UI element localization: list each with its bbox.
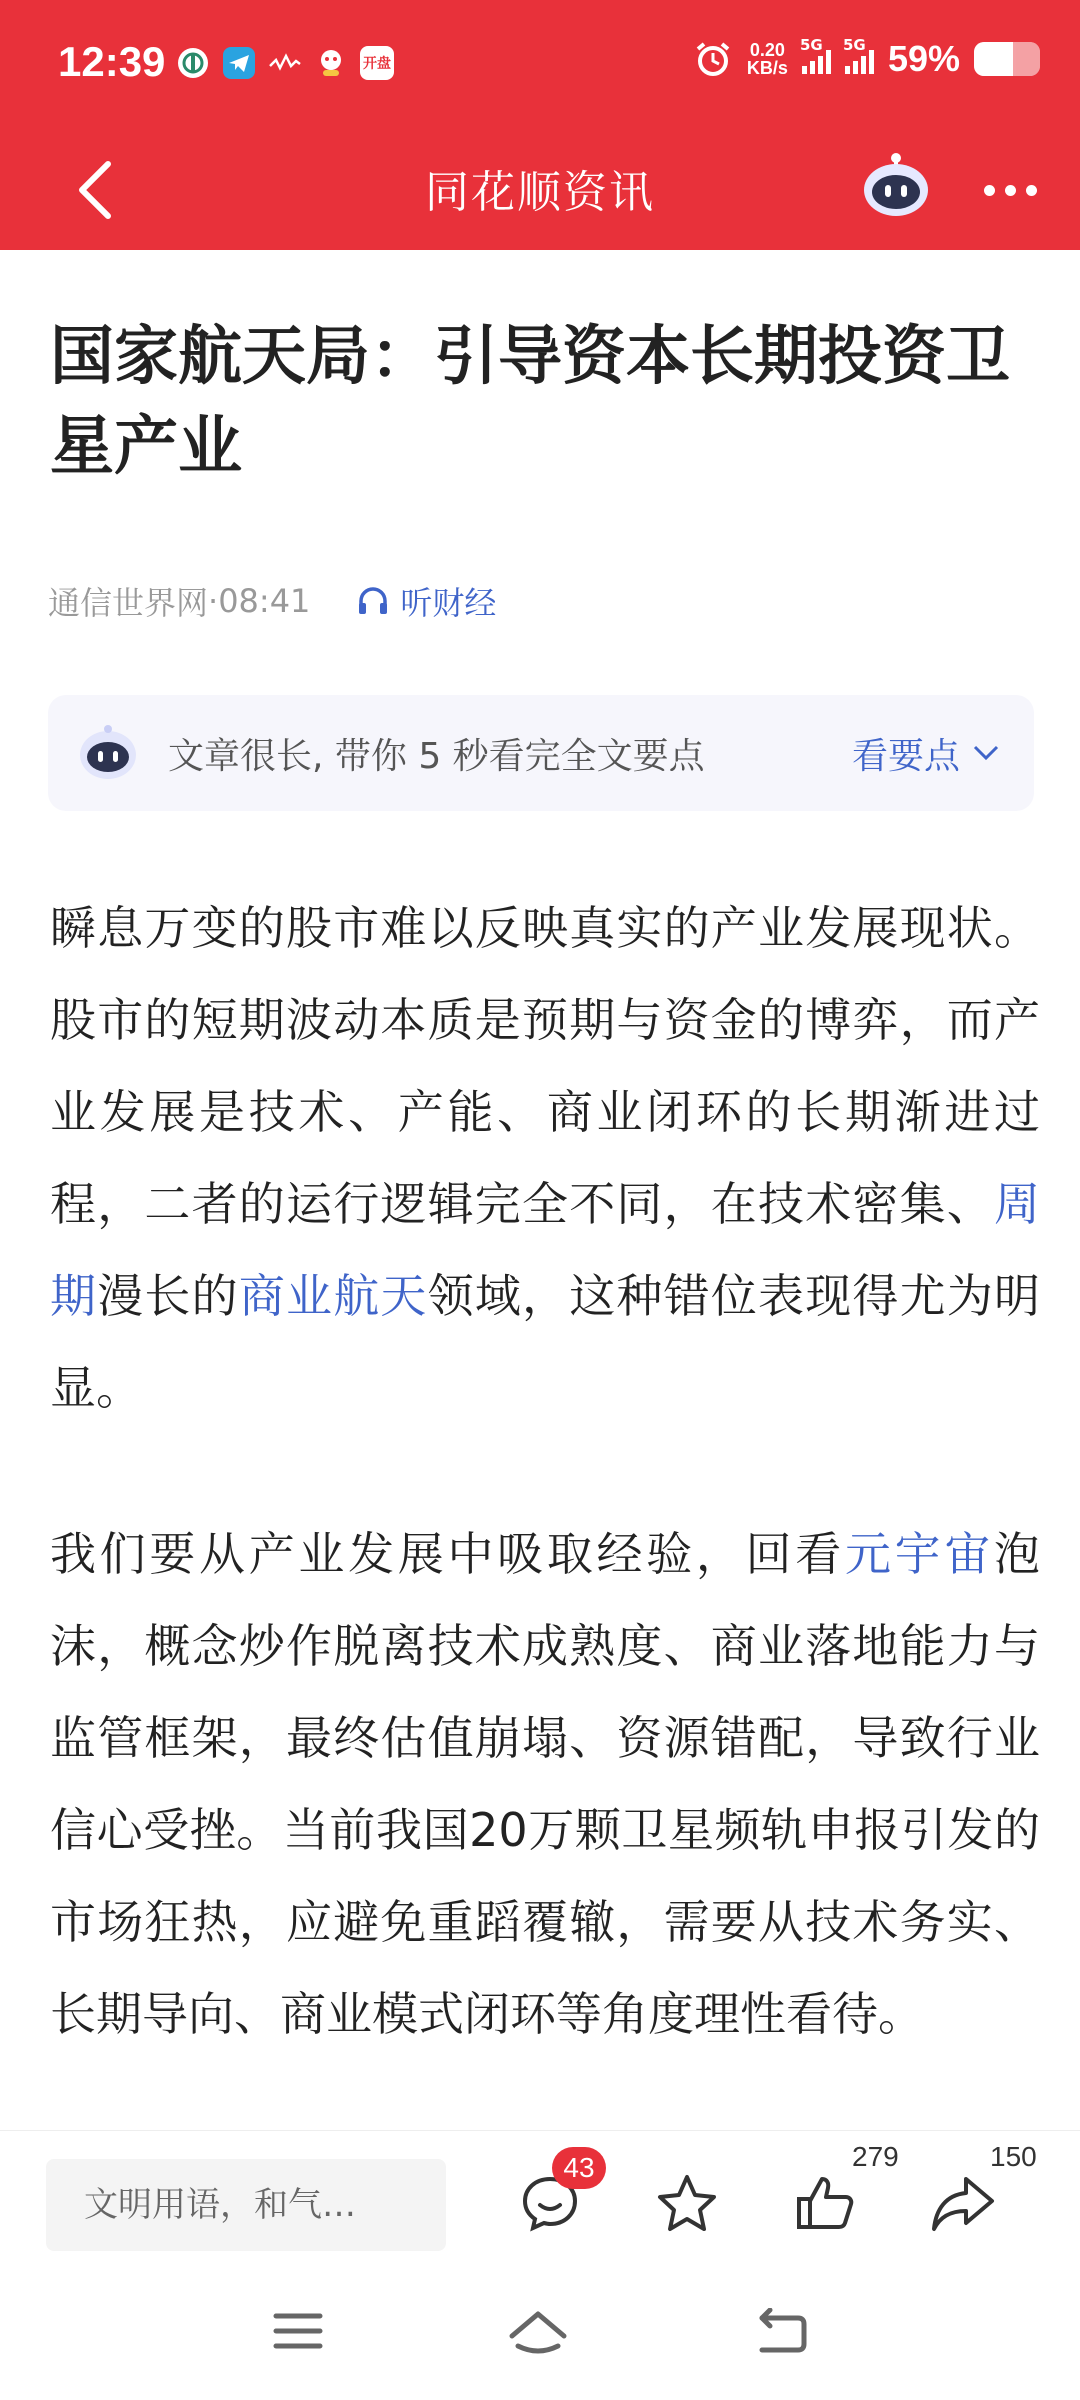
stock-wave-icon [268,46,302,80]
signal-sim2-icon [842,36,874,74]
sim1-tag: 5G [799,36,823,54]
mascot-app-icon [314,46,348,80]
article-paragraph-1 [50,882,1040,1434]
notification-icons [176,46,394,80]
top-header [0,0,1080,250]
link-yuanyuzhou[interactable]: 元宇宙 [844,1527,995,1581]
battery-fill [974,42,1013,76]
menu-button[interactable] [270,2308,326,2358]
battery-empty-part [1016,42,1040,76]
telegram-icon [222,46,256,80]
summary-link[interactable] [852,728,1000,779]
nav-title: 同花顺资讯 [425,167,655,218]
article-meta [48,578,496,624]
more-button[interactable] [970,160,1050,220]
menu-icon [270,2308,326,2354]
listen-button[interactable] [356,578,496,624]
back-nav-button[interactable] [752,2308,808,2362]
more-icon-dot [1026,185,1037,196]
para2-text-2: 泡沫，概念炒作脱离技术成熟度、商业落地能力与监管框架，最终估值崩塌、资源错配，导致行业信心受挫。当前我国20万颗卫星频轨申报引发的市场狂热，应避免重蹈覆辙，需要从技术务实、长期导向、商业模式闭环等角度理性看待。 [50,1527,1041,2041]
share-icon [930,2173,996,2233]
status-time: 12:39 [58,38,166,85]
para2-text-1: 我们要从产业发展中吸取经验，回看 [50,1527,845,1581]
status-bar [0,0,1080,130]
net-speed-unit: KB/s [746,58,788,78]
battery-percent: 59% [887,38,960,79]
favorite-button[interactable] [642,2151,732,2251]
alarm-icon [693,39,733,79]
sim2-tag: 5G [842,36,866,54]
summary-link-label: 看要点 [851,735,960,777]
para1-text-1: 瞬息万变的股市难以反映真实的产业发展现状。股市的短期波动本质是预期与资金的博弈，而产业发展是技术、产能、商业闭环的长期渐进过程，二者的运行逻辑完全不同，在技术密集、 [50,901,1040,1231]
ai-assistant-button[interactable] [860,148,932,220]
article-title: 国家航天局：引导资本长期投资卫星产业 [50,320,1010,484]
net-speed-value: 0.20 [749,40,785,60]
status-right [693,38,1040,80]
link-zhouqi[interactable]: 周期 [50,1177,1040,1323]
kaipan-badge [360,46,394,80]
comment-count-badge: 43 [552,2147,606,2189]
back-nav-icon [752,2308,808,2358]
comment-input[interactable]: 文明用语，和气… [46,2159,446,2251]
like-count: 279 [852,2141,899,2172]
home-button[interactable] [506,2308,570,2362]
bank-app-icon [176,46,210,80]
article-time: ·08:41 [208,582,311,620]
link-shangye-hangtian[interactable]: 商业航天 [238,1269,428,1323]
summary-text: 文章很长, 带你 5 秒看完全文要点 [168,735,705,777]
summary-banner[interactable] [48,695,1034,811]
article-source[interactable]: 通信世界网 [48,584,209,622]
home-icon [506,2308,570,2358]
signal-sim1-icon [799,36,831,74]
listen-label: 听财经 [400,584,497,622]
star-icon [656,2173,718,2233]
net-speed [747,41,788,77]
chevron-down-icon [972,743,1000,763]
system-navigation-bar [0,2270,1080,2400]
robot-icon [76,721,140,785]
robot-icon [860,148,932,220]
kaipan-badge-text: 开盘 [363,56,391,72]
headphones-icon [356,584,390,618]
more-icon-dot [1005,185,1016,196]
action-bar [0,2130,1080,2270]
para1-text-3: 领域，这种错位表现得尤为明显。 [50,1269,1041,1415]
nav-bar [0,130,1080,250]
article-paragraph-2 [50,1508,1040,2060]
thumbs-up-icon [794,2173,856,2233]
battery-icon [974,42,1040,76]
more-icon-dot [984,185,995,196]
para1-text-2: 漫长的 [97,1269,239,1323]
share-count: 150 [990,2141,1037,2172]
